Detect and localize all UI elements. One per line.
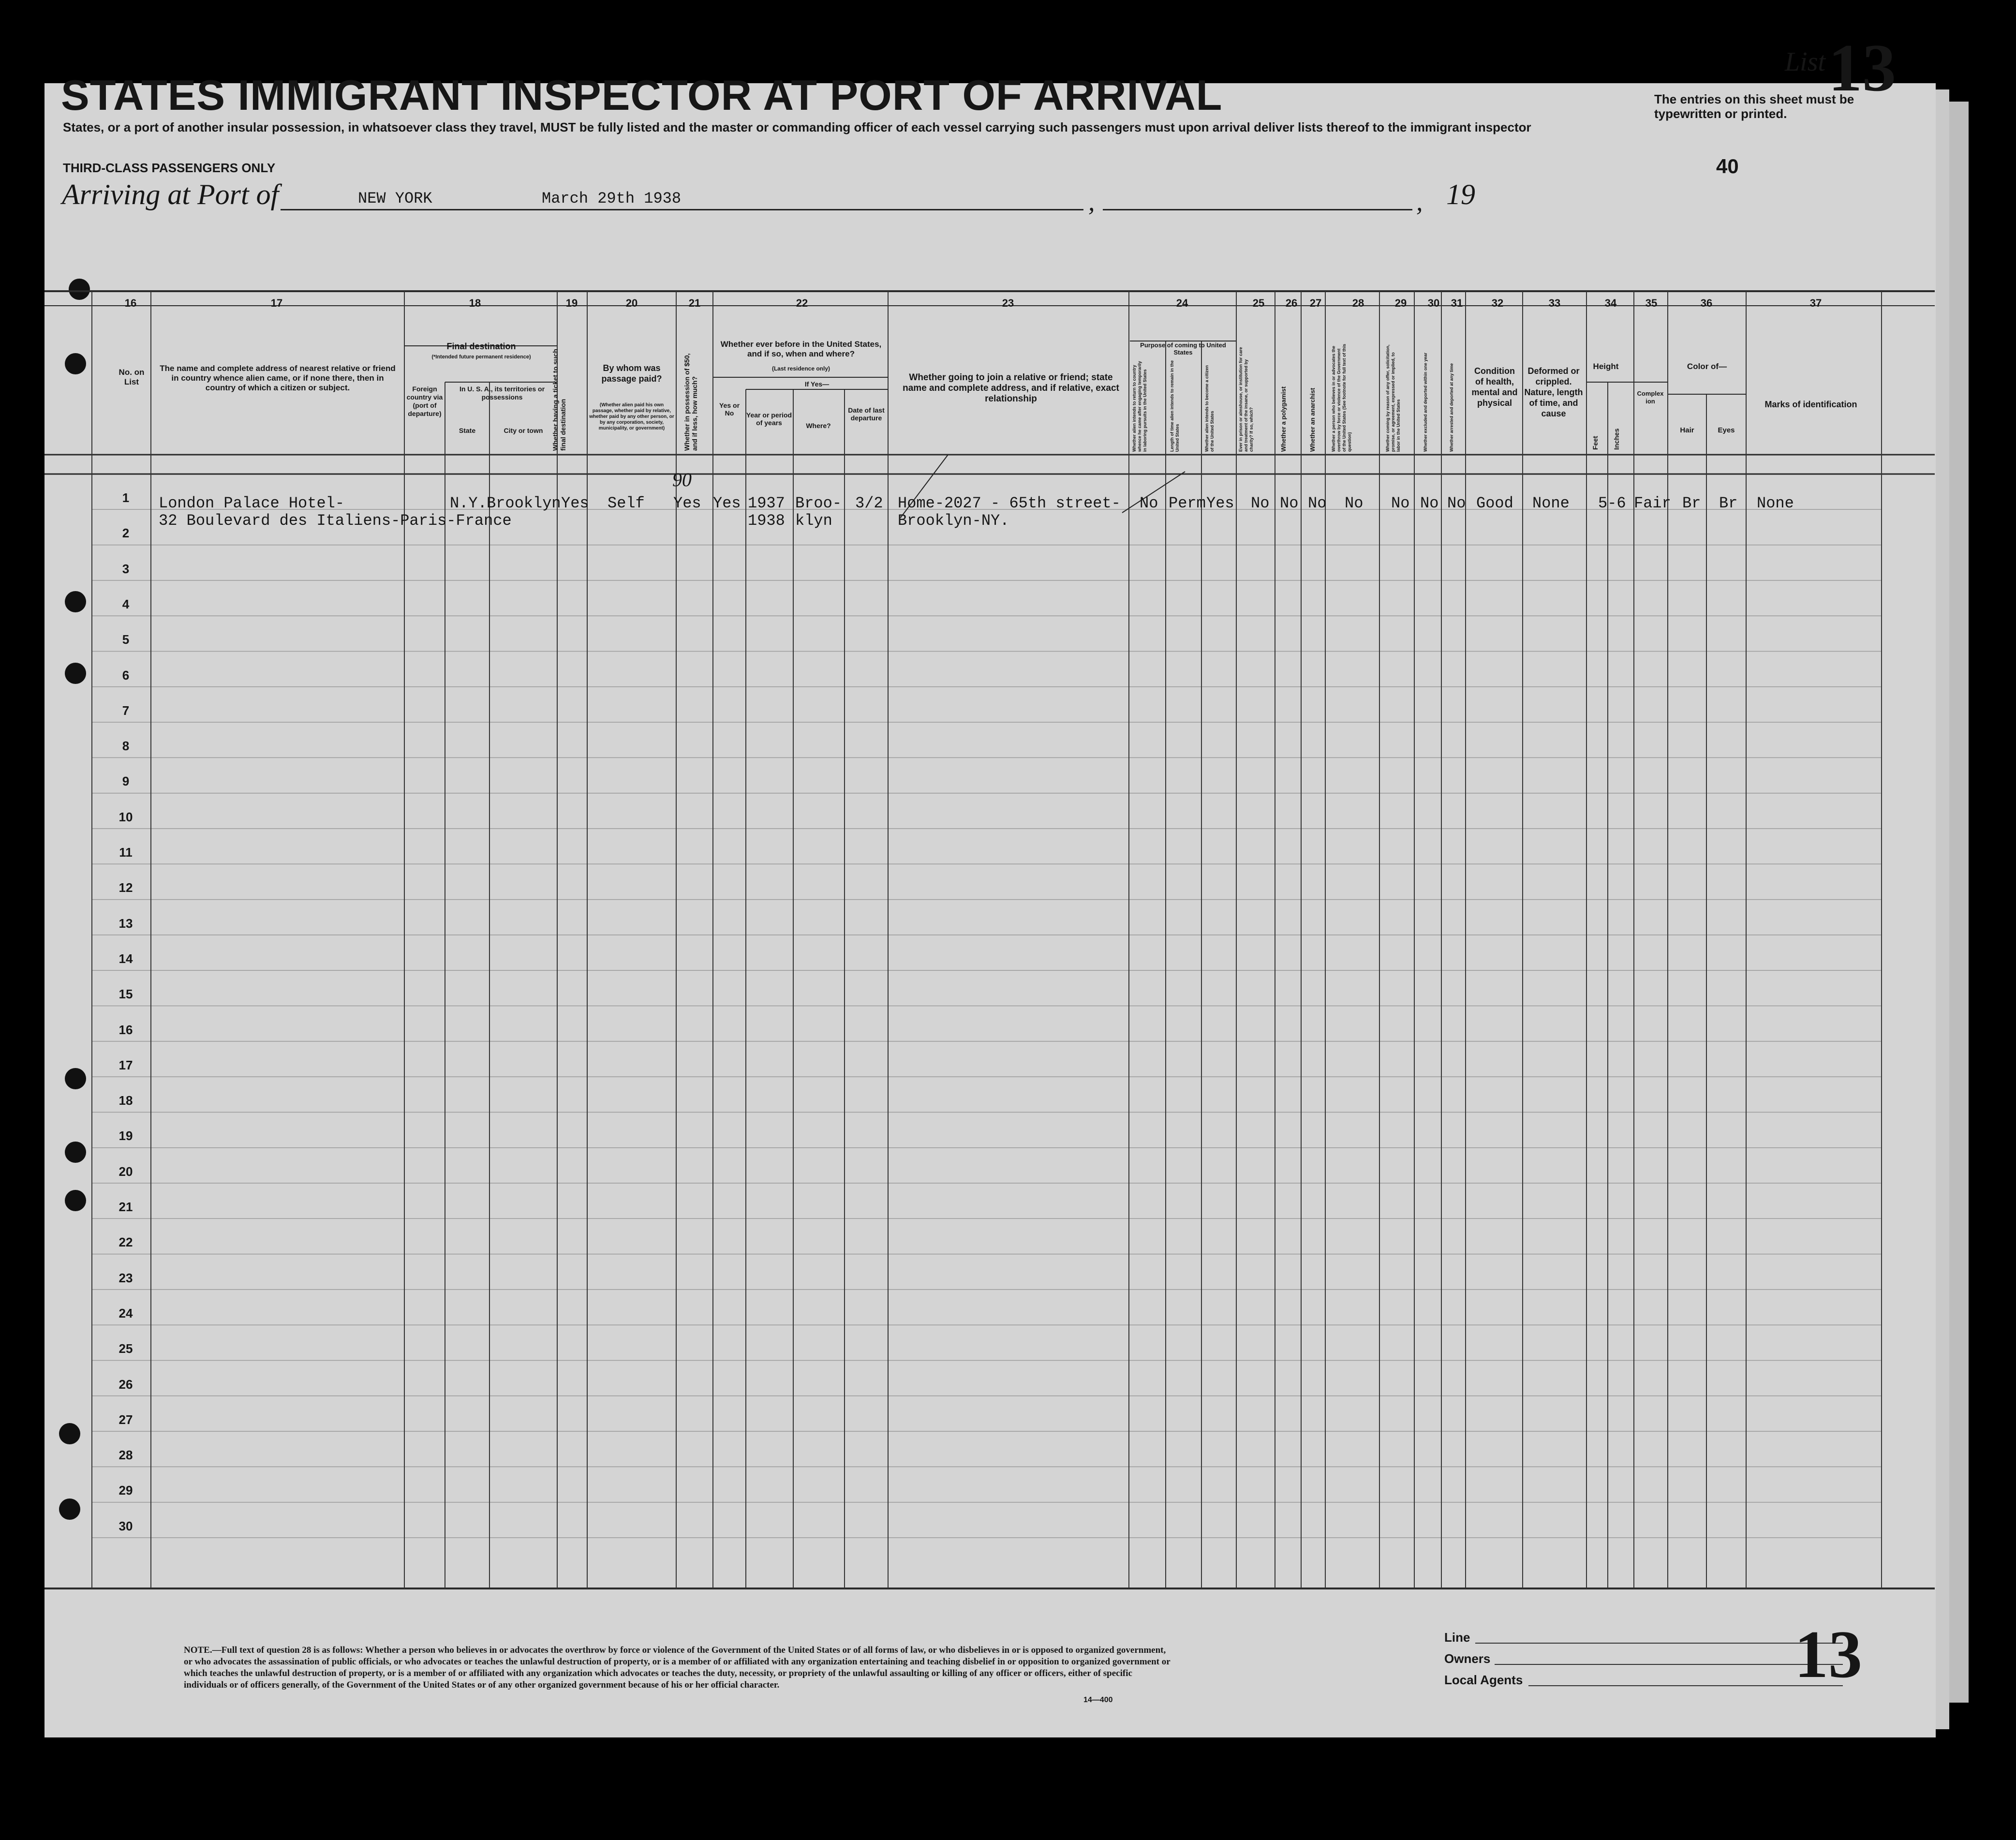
list-number-stamp: 13: [1828, 30, 1896, 105]
column-number: 28: [1352, 297, 1364, 309]
arrival-date: March 29th 1938: [542, 190, 682, 208]
join-address-line1: Home-2027 - 65th street-: [898, 494, 1121, 512]
header-prison: Ever in prison or almshouse, or institution for care and treatment of the insane, or supported by charity? If so, which?: [1238, 347, 1254, 452]
header-yes-no: Yes or No: [719, 401, 740, 417]
column-number: 26: [1285, 297, 1298, 309]
page-count: 40: [1716, 155, 1739, 178]
row-number: 22: [119, 1235, 133, 1250]
header-possession: Whether in possession of $50, and if less, how much?: [683, 353, 698, 451]
header-q28: Whether a person who believes in or advocates the overthrow by force or violence of the Government of the United States (See footnote for full text of this question): [1331, 343, 1352, 452]
year-prefix: 19: [1446, 178, 1475, 210]
header-purpose-citizen: Whether alien intends to become a citizen of the United States: [1204, 365, 1215, 452]
column-number: 19: [565, 297, 578, 309]
row-number: 27: [119, 1412, 133, 1427]
last-departure-value: 3/2: [855, 494, 883, 512]
row-number: 13: [119, 916, 133, 931]
column-number: 22: [796, 297, 808, 309]
row-number: 15: [119, 987, 133, 1002]
column-number: 24: [1176, 297, 1188, 309]
header-deformed: Deformed or crippled. Nature, length of time, and cause: [1524, 366, 1583, 418]
column-number: 16: [124, 297, 137, 309]
destination-state: N.Y.: [450, 494, 487, 512]
column-number: 32: [1491, 297, 1504, 309]
row-number: 2: [122, 526, 130, 541]
column-number: 33: [1548, 297, 1561, 309]
header-health: Condition of health, mental and physical: [1471, 366, 1518, 408]
column-number: 35: [1645, 297, 1658, 309]
comma: ,: [1088, 187, 1095, 216]
column-number: 21: [688, 297, 701, 309]
class-line: THIRD-CLASS PASSENGERS ONLY: [63, 161, 276, 175]
header-nearest-relative: The name and complete address of nearest relative or friend in country whence alien came, or if none there, then in country of which a citizen or subject.: [160, 364, 396, 392]
port-value: NEW YORK: [358, 190, 432, 208]
row-number: 23: [119, 1270, 133, 1285]
relative-address-line1: London Palace Hotel-: [159, 494, 345, 512]
column-number: 29: [1394, 297, 1407, 309]
page-title: STATES IMMIGRANT INSPECTOR AT PORT OF ARRIVAL: [61, 71, 1223, 119]
handwritten-annotation: 90: [672, 469, 692, 490]
row-number: 17: [119, 1057, 133, 1072]
line-underline: [1475, 1643, 1843, 1644]
join-address-line2: Brooklyn-NY.: [898, 512, 1009, 530]
health-value: Good: [1476, 494, 1513, 512]
row-number: 8: [122, 739, 130, 754]
column-number: 36: [1700, 297, 1713, 309]
header-city: City or town: [504, 427, 543, 434]
eyes-value: Br: [1719, 494, 1738, 512]
header-q30: Whether excluded and deported within one year: [1423, 352, 1428, 452]
row-number: 11: [119, 845, 133, 860]
row-number: 26: [119, 1377, 133, 1392]
header-where: Where?: [806, 422, 831, 430]
row-number: 14: [119, 951, 133, 966]
header-in-usa: In U. S. A., its territories or possessions: [459, 385, 545, 401]
row-number: 30: [119, 1518, 133, 1533]
purpose-return-value: No: [1140, 494, 1158, 512]
prison-value: No: [1251, 494, 1270, 512]
line-label: Line: [1444, 1630, 1470, 1645]
purpose-length-value: Perm: [1169, 494, 1206, 512]
row-number: 7: [122, 703, 130, 718]
header-passage-sub: (Whether alien paid his own passage, whether paid by relative, whether paid by any other person, or by any corporation, society, municipality, or government): [589, 402, 674, 431]
row-number: 10: [119, 809, 133, 824]
row-number: 19: [119, 1128, 133, 1143]
column-number: 23: [1002, 297, 1014, 309]
header-final-destination-sub: (*Intended future permanent residence): [431, 354, 531, 360]
ever-before-value: Yes: [713, 494, 741, 512]
column-number: 31: [1451, 297, 1463, 309]
header-q31: Whether arrested and deported at any time: [1449, 363, 1454, 452]
header-purpose-return: Whether alien intends to return to country whence he came after engaging temporarily in laboring pursuits in the United States: [1132, 361, 1147, 452]
arriving-label: Arriving at Port of: [62, 178, 279, 210]
where-value-line2: klyn: [795, 512, 832, 530]
row-number: 28: [119, 1448, 133, 1463]
row-number: 20: [119, 1164, 133, 1179]
row-number: 24: [119, 1306, 133, 1321]
column-number: 30: [1427, 297, 1440, 309]
ticket-value: Yes: [561, 494, 589, 512]
local-agents-label: Local Agents: [1444, 1673, 1523, 1687]
row-number: 12: [119, 880, 133, 895]
row-number: 16: [119, 1022, 133, 1037]
possession-value: Yes: [673, 494, 701, 512]
row-number: 1: [122, 490, 130, 505]
header-color-of: Color of—: [1687, 362, 1727, 371]
relative-address-line2: 32 Boulevard des Italiens-Paris-France: [159, 512, 512, 530]
row-number: 6: [122, 668, 130, 683]
list-label: List: [1785, 47, 1826, 77]
header-height: Height: [1593, 362, 1619, 371]
height-value: 5-6: [1598, 494, 1626, 512]
header-eyes: Eyes: [1718, 426, 1735, 434]
header-complexion: Complexion: [1637, 390, 1664, 405]
row-number: 3: [122, 561, 130, 576]
hair-value: Br: [1682, 494, 1701, 512]
anarchist-value: No: [1308, 494, 1327, 512]
list-number-stamp-bottom: 13: [1794, 1617, 1862, 1692]
q31-value: No: [1447, 494, 1466, 512]
column-number: 34: [1604, 297, 1617, 309]
row-number: 4: [122, 596, 130, 611]
destination-city: Brooklyn: [487, 494, 561, 512]
years-value-line2: 1938: [748, 512, 785, 530]
purpose-citizen-value: Yes: [1206, 494, 1234, 512]
header-purpose: Purpose of coming to United States: [1140, 341, 1226, 356]
header-if-yes: If Yes—: [804, 380, 830, 388]
column-number: 17: [270, 297, 283, 309]
header-q29: Whether coming by reason of any offer, solicitation, promise, or agreement, expressed or implied, to labor in the United States: [1385, 344, 1401, 452]
where-value-line1: Broo-: [795, 494, 842, 512]
header-feet: Feet: [1591, 436, 1599, 450]
header-state: State: [459, 427, 476, 434]
header-ever-before-sub: (Last residence only): [771, 365, 830, 372]
q29-value: No: [1391, 494, 1410, 512]
header-foreign-country: Foreign country via (port of departure): [406, 385, 443, 417]
entries-note: The entries on this sheet must be typewritten or printed.: [1654, 92, 1854, 121]
header-marks: Marks of identification: [1764, 400, 1857, 409]
row-number: 9: [122, 774, 130, 789]
header-passage: By whom was passage paid?: [601, 363, 662, 384]
header-purpose-length: Length of time alien intends to remain in the United States: [1170, 360, 1180, 452]
column-number: 25: [1252, 297, 1265, 309]
header-anarchist: Whether an anarchist: [1309, 387, 1316, 452]
header-polygamist: Whether a polygamist: [1280, 386, 1287, 452]
years-value-line1: 1937: [748, 494, 785, 512]
header-join-relative: Whether going to join a relative or friend; state name and complete address, and if relative, exact relationship: [903, 372, 1119, 404]
marks-value: None: [1757, 494, 1794, 512]
column-number: 27: [1309, 297, 1322, 309]
passage-value: Self: [608, 494, 645, 512]
polygamist-value: No: [1280, 494, 1299, 512]
header-year-period: Year or period of years: [746, 411, 792, 427]
q28-value: No: [1345, 494, 1364, 512]
row-number: 25: [119, 1341, 133, 1356]
row-number: 21: [119, 1200, 133, 1214]
row-rules: [92, 509, 1882, 1538]
row-number: 18: [119, 1093, 133, 1108]
row-number: 5: [122, 632, 130, 647]
q30-value: No: [1420, 494, 1439, 512]
header-hair: Hair: [1680, 426, 1694, 434]
column-number: 20: [625, 297, 638, 309]
form-number: 14—400: [1083, 1696, 1113, 1704]
header-final-destination: Final destination: [446, 341, 516, 351]
row-number: 29: [119, 1483, 133, 1498]
owners-underline: [1495, 1664, 1843, 1665]
deformed-value: None: [1532, 494, 1570, 512]
question-28-footnote: NOTE.—Full text of question 28 is as follows: Whether a person who believes in or advocates the overthrow by force or violence of the Government of the United States or of all forms of law, or who disbelieves in or is opposed to organized government, or who advocates the assassination of public officials, or who advocates or teaches the unlawful destruction of property, or is a member of or affiliated with any organization entertaining and teaching disbelief in or opposition to organized government or which teaches the unlawful destruction of property, or is a member of or affiliated with any organization which advocates or teaches the duty, necessity, or propriety of the unlawful assaulting or killing of any officer or officers, either of specific individuals or of officers generally, of the Government of the United States or of any other organized government because of his or her official character.: [184, 1645, 1171, 1690]
owners-label: Owners: [1444, 1651, 1491, 1666]
column-number: 18: [469, 297, 481, 309]
header-ever-before: Whether ever before in the United States, and if so, when and where?: [720, 340, 882, 358]
header-last-departure: Date of last departure: [848, 406, 885, 422]
header-no-on-list: No. on List: [119, 368, 145, 386]
comma: ,: [1416, 187, 1423, 216]
column-rules: [92, 291, 1882, 1588]
instruction-line: States, or a port of another insular possession, in whatsoever class they travel, MUST be fully listed and the master or commanding officer of each vessel carrying such passengers must upon arrival deliver lists thereof to the immigrant inspector: [63, 120, 1531, 134]
column-number: 37: [1809, 297, 1822, 309]
complexion-value: Fair: [1634, 494, 1671, 512]
header-ticket: Whether having a ticket to such final destination: [551, 349, 567, 451]
header-inches: Inches: [1613, 428, 1620, 450]
